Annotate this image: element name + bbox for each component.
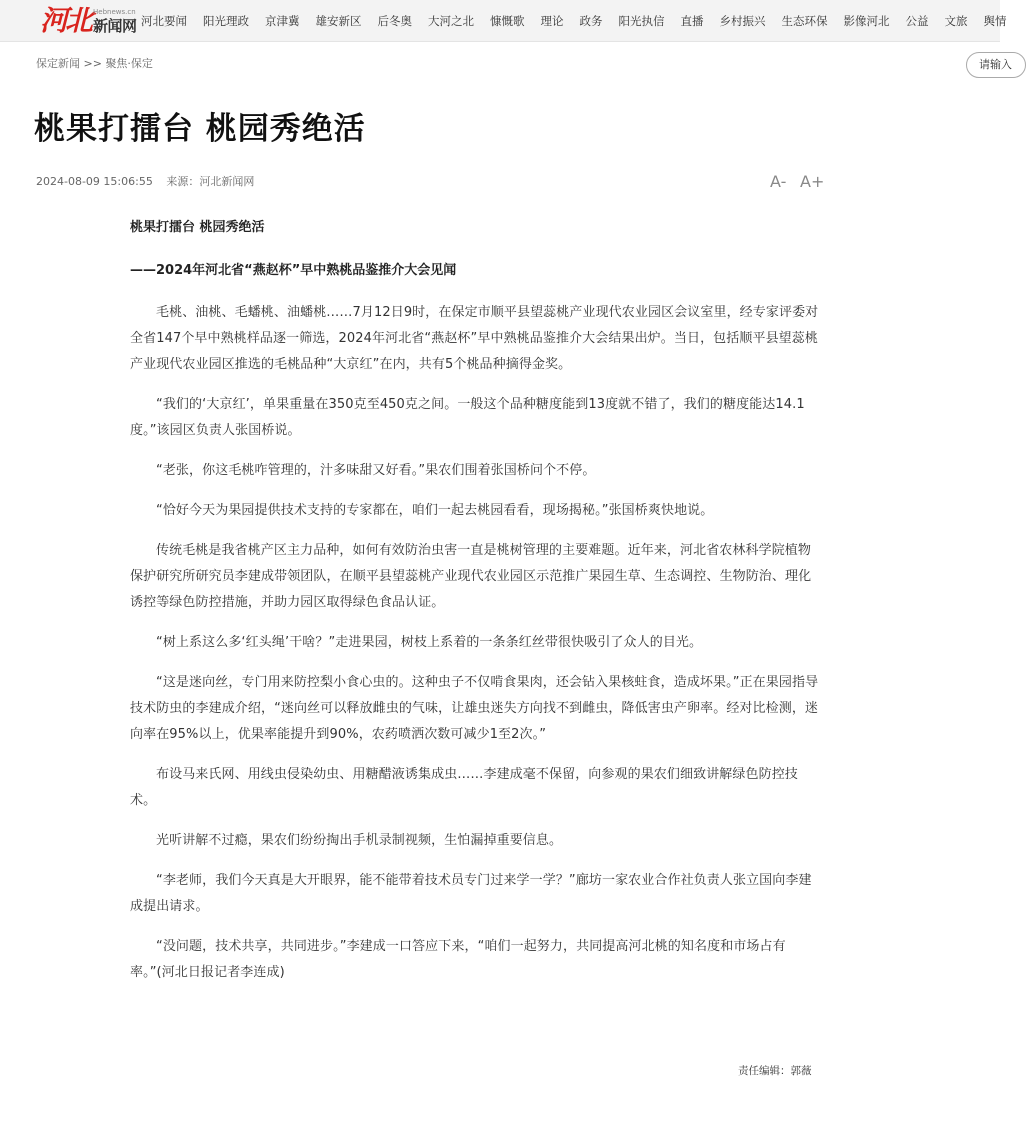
nav-item[interactable]: 公益 bbox=[905, 14, 929, 28]
site-logo[interactable] bbox=[40, 5, 137, 37]
nav-item[interactable]: 乡村振兴 bbox=[719, 14, 766, 28]
nav-item[interactable]: 慷慨歌 bbox=[490, 14, 525, 28]
source-name: 河北新闻网 bbox=[199, 175, 255, 188]
breadcrumb bbox=[36, 55, 153, 71]
article-paragraph: “李老师，我们今天真是大开眼界，能不能带着技术员专门过来学一学？”廊坊一家农业合作社负责人张立国向李建成提出请求。 bbox=[130, 873, 812, 914]
article-headline: 桃果打擂台 桃园秀绝活 bbox=[130, 220, 265, 235]
nav-item[interactable]: 大河之北 bbox=[428, 14, 474, 28]
nav-item[interactable]: 文旅 bbox=[944, 14, 968, 28]
nav-item[interactable]: 直播 bbox=[680, 14, 704, 28]
nav-item[interactable]: 理论 bbox=[540, 14, 564, 28]
logo-text bbox=[93, 8, 137, 35]
article-paragraph: 布设马来氏网、用线虫侵染幼虫、用糖醋液诱集成虫……李建成毫不保留，向参观的果农们细致讲解绿色防控技术。 bbox=[130, 767, 798, 808]
nav-item[interactable]: 阳光理政 bbox=[203, 14, 249, 28]
article-meta bbox=[36, 173, 254, 189]
publish-datetime: 2024-08-09 15:06:55 bbox=[36, 175, 153, 188]
nav-item[interactable]: 影像河北 bbox=[843, 14, 890, 28]
article-subheadline: ——2024年河北省“燕赵杯”早中熟桃品鉴推介大会见闻 bbox=[130, 263, 457, 278]
article-paragraph: “恰好今天为果园提供技术支持的专家都在，咱们一起去桃园看看，现场揭秘。”张国桥爽快地说。 bbox=[156, 503, 714, 518]
article-paragraph: “树上系这么多‘红头绳’干啥？”走进果园，树枝上系着的一条条红丝带很快吸引了众人的目光。 bbox=[156, 635, 703, 650]
source-label: 来源： bbox=[166, 175, 200, 188]
page-title: 桃果打擂台 桃园秀绝活 bbox=[34, 111, 366, 147]
responsible-editor bbox=[738, 1063, 812, 1078]
logo-mark: 河北 bbox=[40, 4, 91, 37]
article-paragraph: 光听讲解不过瘾，果农们纷纷掏出手机录制视频，生怕漏掉重要信息。 bbox=[156, 833, 563, 848]
article-paragraph: “老张，你这毛桃咋管理的，汁多味甜又好看。”果农们围着张国桥问个不停。 bbox=[156, 463, 596, 478]
main-nav bbox=[141, 0, 1023, 42]
font-decrease-button[interactable]: A- bbox=[770, 172, 787, 191]
search-input[interactable]: 请输入 bbox=[966, 52, 1026, 78]
font-increase-button[interactable]: A+ bbox=[800, 172, 825, 191]
breadcrumb-home[interactable]: 保定新闻 bbox=[36, 57, 80, 70]
breadcrumb-separator: >> bbox=[83, 57, 102, 70]
article-paragraph: 传统毛桃是我省桃产区主力品种，如何有效防治虫害一直是桃树管理的主要难题。近年来，河北省农林科学院植物保护研究所研究员李建成带领团队，在顺平县望蕊桃产业现代农业园区示范推广果园生草、生态调控、生物防治、理化诱控等绿色防控措施，并助力园区取得绿色食品认证。 bbox=[130, 543, 812, 610]
nav-item[interactable]: 生态环保 bbox=[781, 14, 828, 28]
article-body bbox=[130, 218, 820, 1000]
logo-name: 新闻网 bbox=[93, 16, 137, 35]
logo-domain: Hebnews.cn bbox=[93, 7, 136, 16]
breadcrumb-section[interactable]: 聚焦·保定 bbox=[105, 57, 153, 70]
nav-item[interactable]: 阳光执信 bbox=[618, 14, 665, 28]
article-paragraph: “这是迷向丝，专门用来防控梨小食心虫的。这种虫子不仅啃食果肉，还会钻入果核蛀食，造成坏果。”正在果园指导技术防虫的李建成介绍，“迷向丝可以释放雌虫的气味，让雄虫迷失方向找不到雌虫，降低害虫产卵率。经对比检测，迷向率在95%以上，优果率能提升到90%，农药喷洒次数可减少1至2次。” bbox=[130, 675, 819, 742]
nav-item[interactable]: 河北要闻 bbox=[141, 14, 187, 28]
nav-item[interactable]: 舆情 bbox=[983, 14, 1007, 28]
nav-item[interactable]: 后冬奥 bbox=[377, 14, 412, 28]
article-paragraph: “没问题，技术共享，共同进步。”李建成一口答应下来，“咱们一起努力，共同提高河北桃的知名度和市场占有率。”(河北日报记者李连成) bbox=[130, 939, 786, 980]
article-paragraph: 毛桃、油桃、毛蟠桃、油蟠桃……7月12日9时，在保定市顺平县望蕊桃产业现代农业园区会议室里，经专家评委对全省147个早中熟桃样品逐一筛选，2024年河北省“燕赵杯”早中熟桃品鉴推介大会结果出炉。当日，包括顺平县望蕊桃产业现代农业园区推选的毛桃品种“大京红”在内，共有5个桃品种摘得金奖。 bbox=[130, 305, 819, 372]
nav-item[interactable]: 京津冀 bbox=[265, 14, 300, 28]
article-paragraph: “我们的‘大京红’，单果重量在350克至450克之间。一般这个品种糖度能到13度就不错了，我们的糖度能达14.1度。”该园区负责人张国桥说。 bbox=[130, 397, 805, 438]
editor-name: 郭薇 bbox=[790, 1065, 812, 1077]
nav-item[interactable]: 政务 bbox=[579, 14, 603, 28]
editor-label: 责任编辑： bbox=[738, 1065, 791, 1077]
nav-item[interactable]: 雄安新区 bbox=[315, 14, 362, 28]
article-paragraphs bbox=[130, 300, 820, 986]
top-navigation-bar bbox=[0, 0, 1007, 42]
